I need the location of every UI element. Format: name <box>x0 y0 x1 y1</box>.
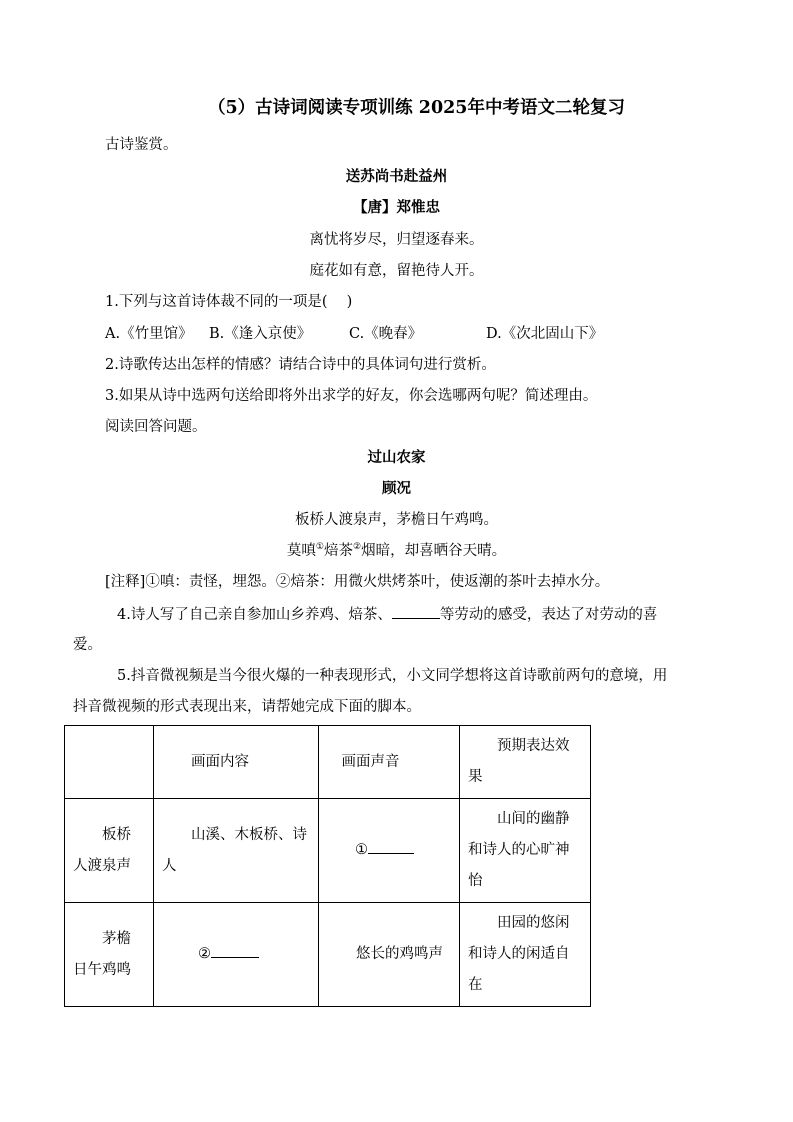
table-cell-picture <box>154 903 319 1007</box>
answer-marker-1: ① <box>355 842 368 858</box>
poem2-line-2 <box>0 541 793 561</box>
option-d[interactable]: D.《次北固山下》 <box>486 326 604 342</box>
option-b[interactable]: B.《逢入京使》 <box>209 326 312 342</box>
question-4-text-b: 等劳动的感受，表达了对劳动的喜 <box>439 607 658 623</box>
table-header-effect: 预期表达效果 <box>460 726 591 799</box>
question-5-line2: 抖音微视频的形式表现出来，请帮她完成下面的脚本。 <box>73 699 421 715</box>
footnote-marker-1: ① <box>315 542 324 553</box>
question-3: 3.如果从诗中选两句送给即将外出求学的好友，你会选哪两句呢？简述理由。 <box>105 388 598 404</box>
poem1-author: 【唐】郑惟忠 <box>353 199 440 216</box>
poem1-line-2: 庭花如有意，留艳待人开。 <box>309 263 484 279</box>
option-c[interactable]: C.《晚春》 <box>349 326 423 342</box>
question-4-text-a: 4.诗人写了自己亲自参加山乡养鸡、焙茶、 <box>117 607 392 623</box>
poem2-author: 顾况 <box>382 480 411 497</box>
option-a[interactable]: A.《竹里馆》 <box>105 326 193 342</box>
poem2-line-2-part3: 烟暗，却喜晒谷天晴。 <box>361 543 507 559</box>
table-header-sound: 画面声音 <box>319 726 460 799</box>
section2-intro: 阅读回答问题。 <box>105 419 207 435</box>
footnote-marker-2: ② <box>353 542 362 553</box>
question-5-line1: 5.抖音微视频是当今很火爆的一种表现形式，小文同学想将这首诗歌前两句的意境，用 <box>117 668 668 684</box>
table-row <box>65 903 591 1007</box>
table-cell-sound: 悠长的鸡鸣声 <box>319 903 460 1007</box>
poem1-title: 送苏尚书赴益州 <box>345 168 448 185</box>
poem2-line-1: 板桥人渡泉声，茅檐日午鸡鸣。 <box>295 512 498 528</box>
table-cell-scene: 茅檐日午鸡鸣 <box>65 903 154 1007</box>
table-cell-sound <box>319 799 460 903</box>
question-4 <box>117 604 657 625</box>
question-2: 2.诗歌传达出怎样的情感？请结合诗中的具体词句进行赏析。 <box>105 357 496 373</box>
section1-intro: 古诗鉴赏。 <box>105 137 178 153</box>
poem2-title: 过山农家 <box>367 449 426 466</box>
answer-blank-q4[interactable] <box>392 604 440 619</box>
question-4-line2: 爱。 <box>73 637 102 653</box>
question-1: 1.下列与这首诗体裁不同的一项是( ) <box>105 294 353 310</box>
video-script-table <box>64 725 591 1007</box>
table-header-scene <box>65 726 154 799</box>
table-cell-effect: 山间的幽静和诗人的心旷神怡 <box>460 799 591 903</box>
poem2-note: [注释]①嗔：责怪，埋怨。②焙茶：用微火烘烤茶叶，使返潮的茶叶去掉水分。 <box>105 574 610 590</box>
answer-blank-1[interactable] <box>368 839 414 854</box>
page-title: （5）古诗词阅读专项训练 2025年中考语文二轮复习 <box>208 98 625 118</box>
answer-marker-2: ② <box>198 946 211 962</box>
poem2-line-2-part2: 焙茶 <box>324 543 353 559</box>
table-header-picture: 画面内容 <box>154 726 319 799</box>
table-row <box>65 799 591 903</box>
poem2-line-2-part1: 莫嗔 <box>286 543 316 559</box>
answer-blank-2[interactable] <box>211 943 259 958</box>
table-cell-effect: 田园的悠闲和诗人的闲适自在 <box>460 903 591 1007</box>
table-cell-scene: 板桥人渡泉声 <box>65 799 154 903</box>
table-header-row <box>65 726 591 799</box>
table-cell-picture: 山溪、木板桥、诗人 <box>154 799 319 903</box>
poem1-line-1: 离忧将岁尽，归望逐春来。 <box>309 232 484 248</box>
